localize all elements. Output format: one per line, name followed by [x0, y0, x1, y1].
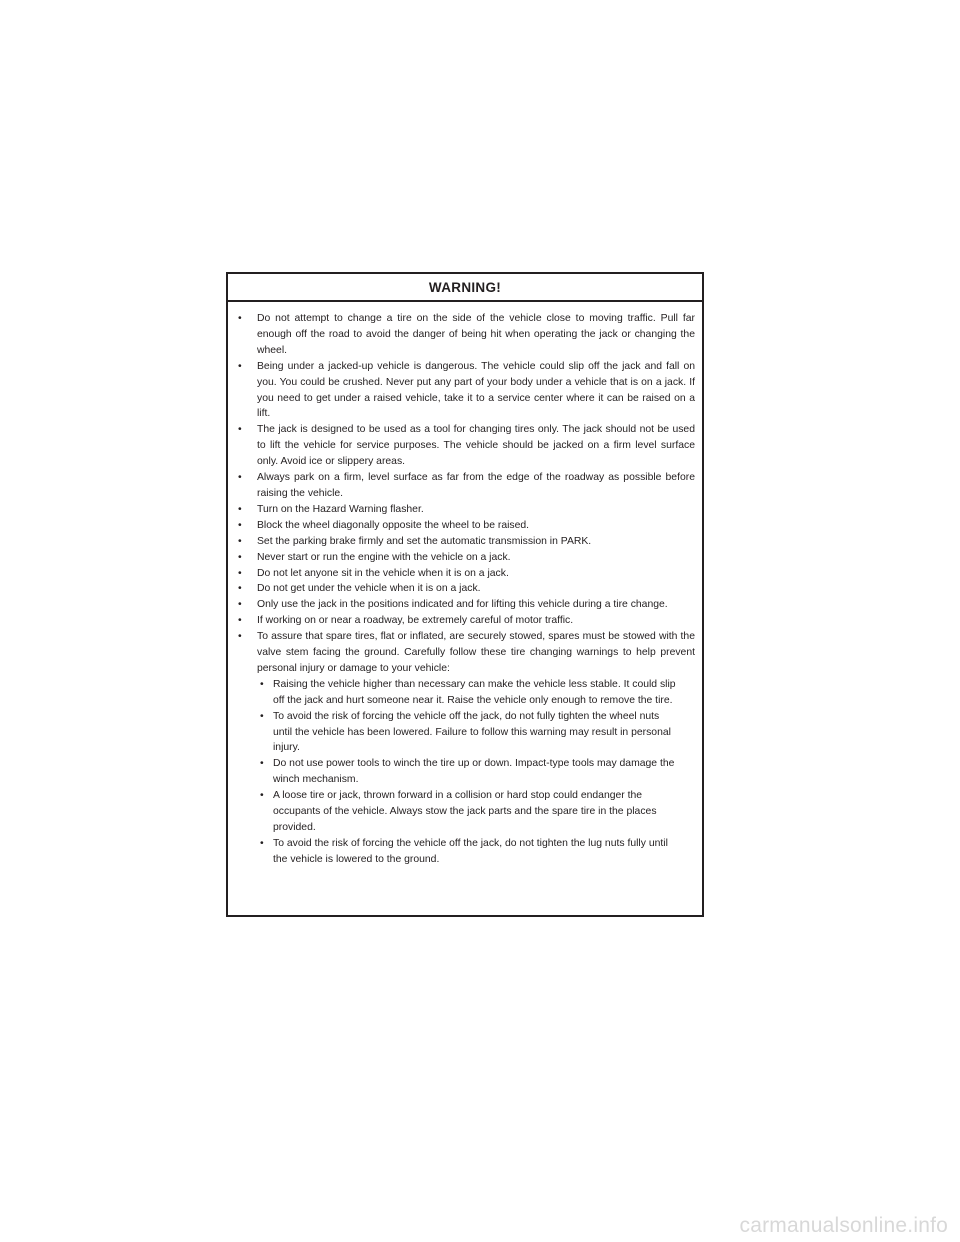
warning-item: • Turn on the Hazard Warning flasher. [234, 502, 695, 518]
warning-item: • Do not get under the vehicle when it is on a jack. [234, 581, 695, 597]
warning-item: • Being under a jacked-up vehicle is dangerous. The vehicle could slip off the jack and fall on you. You could be crushed. Never put any part of your body under a vehicle that is on a jack. If you need to get under a raised vehicle, take it to a service center where it can be raised on a lift. [234, 359, 695, 423]
warning-subitem: • A loose tire or jack, thrown forward in a collision or hard stop could endanger the occupants of the vehicle. Always stow the jack parts and the spare tire in the places provided. [257, 788, 695, 836]
warning-title: WARNING! [228, 274, 702, 302]
warning-body [228, 302, 702, 868]
warning-item: • Block the wheel diagonally opposite the wheel to be raised. [234, 518, 695, 534]
warning-item: • Never start or run the engine with the vehicle on a jack. [234, 550, 695, 566]
warning-item-with-sublist [234, 629, 695, 868]
warning-list [234, 311, 695, 868]
watermark: carmanualsonline.info [739, 1214, 948, 1237]
warning-subitem: • Do not use power tools to winch the tire up or down. Impact-type tools may damage the winch mechanism. [257, 756, 695, 788]
warning-item: • Only use the jack in the positions indicated and for lifting this vehicle during a tire change. [234, 597, 695, 613]
warning-item: • Do not let anyone sit in the vehicle when it is on a jack. [234, 566, 695, 582]
warning-item: • Always park on a firm, level surface as far from the edge of the roadway as possible before raising the vehicle. [234, 470, 695, 502]
warning-subitem: • Raising the vehicle higher than necessary can make the vehicle less stable. It could slip off the jack and hurt someone near it. Raise the vehicle only enough to remove the tire. [257, 677, 695, 709]
warning-item: • Do not attempt to change a tire on the side of the vehicle close to moving traffic. Pull far enough off the road to avoid the danger of being hit when operating the jack or changing the wheel. [234, 311, 695, 359]
warning-subitem: • To avoid the risk of forcing the vehicle off the jack, do not tighten the lug nuts fully until the vehicle is lowered to the ground. [257, 836, 695, 868]
warning-sublist [257, 677, 695, 868]
warning-box [226, 272, 704, 917]
warning-item-text: To assure that spare tires, flat or inflated, are securely stowed, spares must be stowed with the valve stem facing the ground. Carefully follow these tire changing warnings to help prevent personal injury or damage to your vehicle: [257, 631, 695, 674]
warning-subitem: • To avoid the risk of forcing the vehicle off the jack, do not fully tighten the wheel nuts until the vehicle has been lowered. Failure to follow this warning may result in personal injury. [257, 709, 695, 757]
warning-item: • If working on or near a roadway, be extremely careful of motor traffic. [234, 613, 695, 629]
warning-item: • Set the parking brake firmly and set the automatic transmission in PARK. [234, 534, 695, 550]
warning-item: • The jack is designed to be used as a tool for changing tires only. The jack should not be used to lift the vehicle for service purposes. The vehicle should be jacked on a firm level surface only. Avoid ice or slippery areas. [234, 422, 695, 470]
